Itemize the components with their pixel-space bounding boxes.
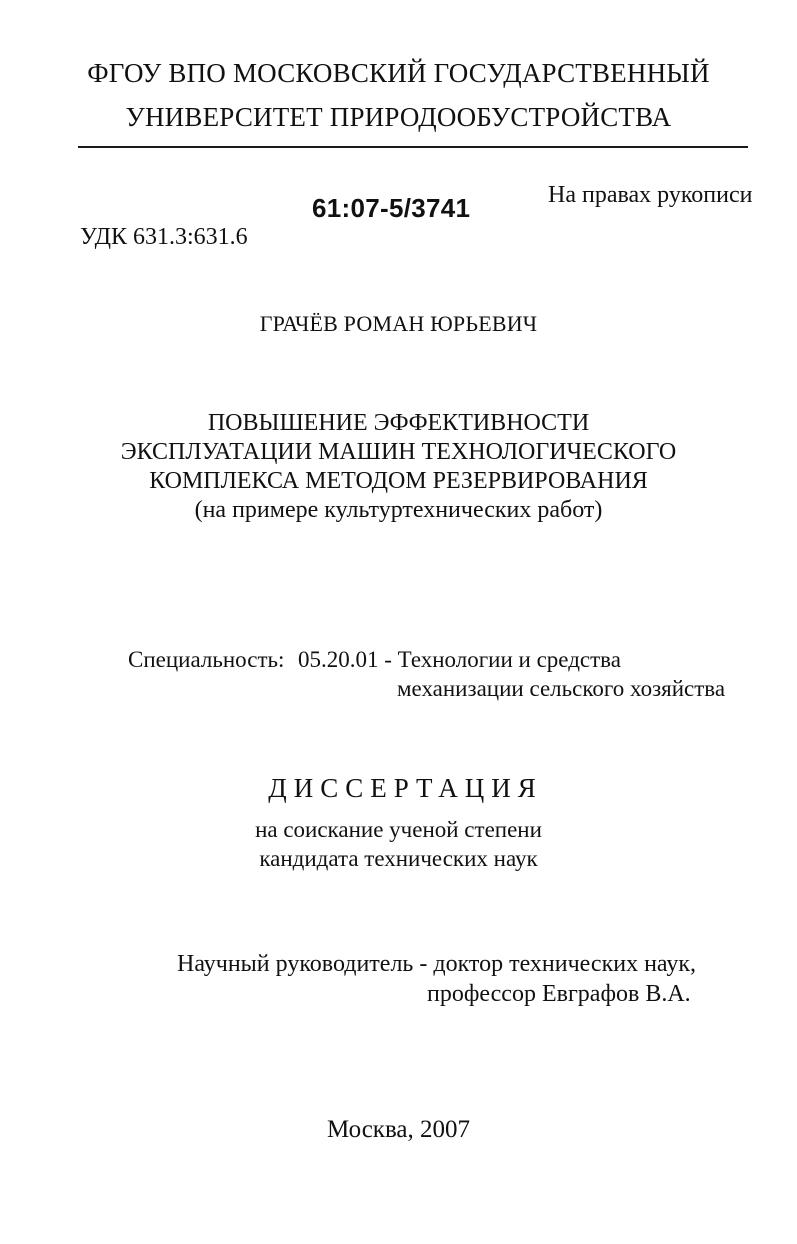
manuscript-rights-note: На правах рукописи bbox=[548, 182, 753, 208]
supervisor-line-1: Научный руководитель - доктор технических наук, bbox=[177, 951, 697, 977]
author-name: ГРАЧЁВ РОМАН ЮРЬЕВИЧ bbox=[259, 311, 538, 336]
title-line-3: КОМПЛЕКСА МЕТОДОМ РЕЗЕРВИРОВАНИЯ bbox=[149, 468, 648, 494]
specialty-label: Специальность: bbox=[128, 647, 285, 672]
degree-line-1: на соискание ученой степени bbox=[255, 817, 542, 842]
specialty-line-2: механизации сельского хозяйства bbox=[397, 676, 726, 701]
degree-line-2: кандидата технических наук bbox=[259, 846, 538, 871]
specialty-line-1: 05.20.01 - Технологии и средства bbox=[298, 647, 621, 672]
title-subtitle: (на примере культуртехнических работ) bbox=[194, 497, 603, 523]
city-year: Москва, 2007 bbox=[326, 1116, 471, 1143]
archive-stamp-code: 61:07-5/3741 bbox=[312, 193, 471, 223]
title-line-2: ЭКСПЛУАТАЦИИ МАШИН ТЕХНОЛОГИЧЕСКОГО bbox=[120, 439, 677, 465]
organization-line-1: ФГОУ ВПО МОСКОВСКИЙ ГОСУДАРСТВЕННЫЙ bbox=[87, 58, 710, 88]
title-line-1: ПОВЫШЕНИЕ ЭФФЕКТИВНОСТИ bbox=[207, 410, 590, 436]
supervisor-line-2: профессор Евграфов В.А. bbox=[427, 981, 691, 1007]
organization-line-2: УНИВЕРСИТЕТ ПРИРОДООБУСТРОЙСТВА bbox=[125, 102, 672, 132]
udk-classification: УДК 631.3:631.6 bbox=[80, 224, 248, 250]
dissertation-heading: ДИССЕРТАЦИЯ bbox=[268, 773, 543, 803]
header-divider bbox=[78, 146, 748, 148]
